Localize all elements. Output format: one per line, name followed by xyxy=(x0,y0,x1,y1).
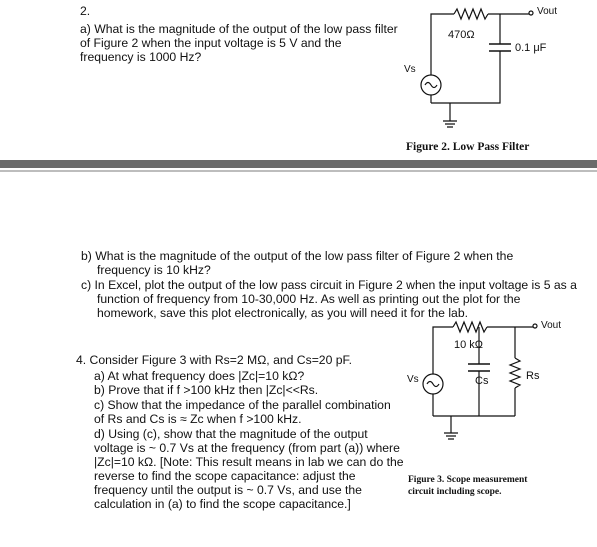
page-divider xyxy=(0,160,597,168)
figure-3-caption-line2: circuit including scope. xyxy=(408,487,502,497)
problem-2-number: 2. xyxy=(80,4,91,18)
vs-label-fig2: Vs xyxy=(404,64,416,75)
figure-2-caption: Figure 2. Low Pass Filter xyxy=(406,141,530,153)
figure-3-caption-line1: Figure 3. Scope measurement xyxy=(408,475,528,485)
cs-label: Cs xyxy=(475,375,489,387)
resistor-470-label: 470Ω xyxy=(448,29,475,41)
problem-4-part-c: c) Show that the impedance of the parallel combination of Rs and Cs is ≈ Zc when f >100 kHz. xyxy=(94,398,391,426)
problem-2-part-c: c) In Excel, plot the output of the low pass circuit in Figure 2 when the input voltage is 5 as a function of frequency from 10-30,000 Hz. As well as printing out the plot for the homework, save this plot electronically, as you will need it for the lab. xyxy=(81,278,577,320)
vout-label-fig3: Vout xyxy=(541,320,562,331)
problem-2-part-b: b) What is the magnitude of the output of the low pass filter of Figure 2 when the frequency is 10 kHz? xyxy=(81,249,514,277)
problem-4-part-b: b) Prove that if f >100 kHz then |Zc|<<Rs. xyxy=(94,383,319,397)
problem-2-part-a: a) What is the magnitude of the output of the low pass filter of Figure 2 when the input voltage is 5 V and the frequency is 1000 Hz? xyxy=(80,22,398,64)
vs-label-fig3: Vs xyxy=(407,374,419,385)
rs-resistor-symbol xyxy=(510,358,520,388)
problem-4-part-a: a) At what frequency does |Zc|=10 kΩ? xyxy=(94,369,305,383)
problem-4-intro: 4. Consider Figure 3 with Rs=2 MΩ, and Cs=20 pF. xyxy=(76,353,353,367)
figure-2-circuit xyxy=(390,0,597,140)
rs-label: Rs xyxy=(526,370,540,382)
page-divider-line xyxy=(0,170,597,172)
resistor-470-symbol xyxy=(454,9,488,19)
capacitor-label: 0.1 μF xyxy=(515,42,547,54)
figure-3-circuit xyxy=(395,318,597,468)
problem-4-part-d: d) Using (c), show that the magnitude of the output voltage is ~ 0.7 Vs at the frequency (from part (a)) where |Zc|=10 kΩ. [Note: This result means in lab we can do the reverse to find the scope capacitance: adjust the frequency until the output is ~ 0.7 Vs, and use the calculation in (a) to find the scope capacitance.] xyxy=(94,427,404,511)
vout-label-fig2: Vout xyxy=(537,6,558,17)
resistor-10k-label: 10 kΩ xyxy=(454,339,484,351)
resistor-10k-symbol xyxy=(453,322,487,332)
